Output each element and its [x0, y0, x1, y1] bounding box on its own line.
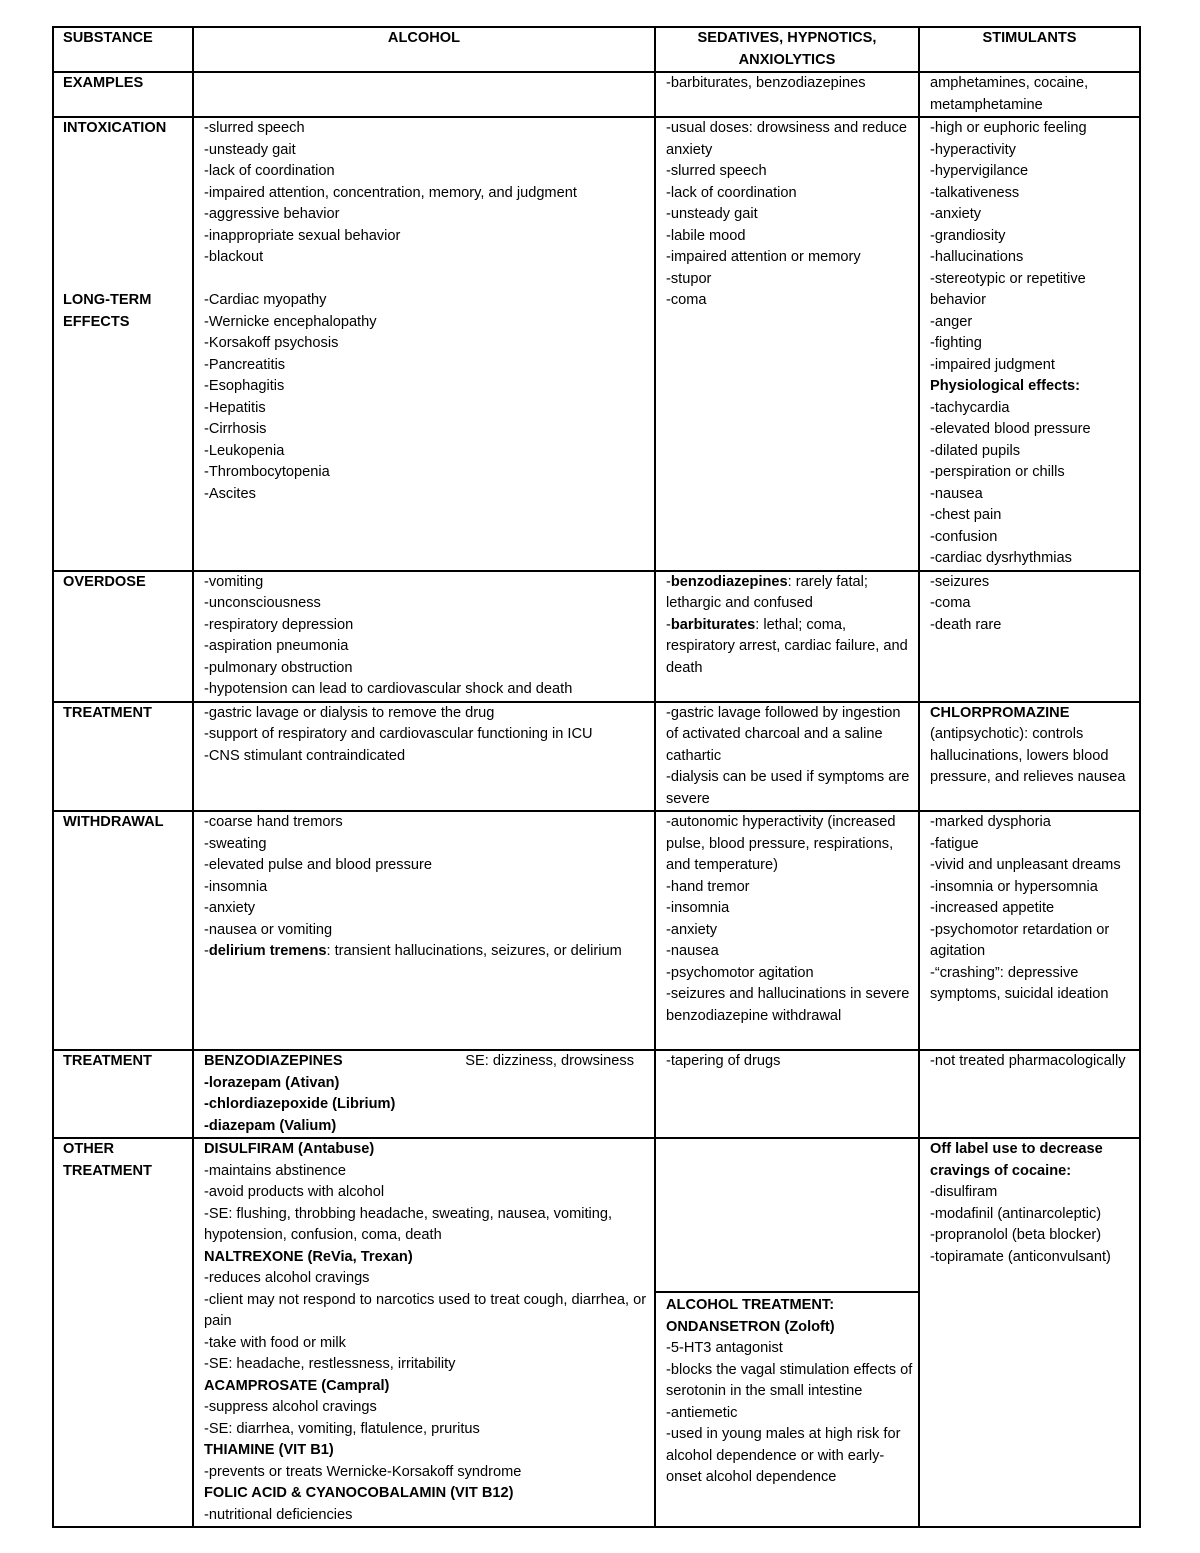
list-item: -hand tremor [666, 878, 750, 895]
other-treatment-row [53, 1138, 1140, 1527]
list-item: -lorazepam (Ativan) [204, 1074, 340, 1091]
list-item: -nutritional deficiencies [204, 1506, 353, 1523]
list-item: -CNS stimulant contraindicated [204, 747, 406, 764]
list-item: -“crashing”: depressive symptoms, suicidal ideation [930, 964, 1109, 1002]
withdrawal-stimulants-list [930, 812, 1135, 1006]
list-item: -diazepam (Valium) [204, 1117, 337, 1134]
overdose-alcohol [193, 571, 655, 702]
list-item: -high or euphoric feeling [930, 120, 1087, 136]
withdrawal-sedatives [655, 811, 919, 1050]
list-item: -used in young males at high risk for alcohol dependence or with early-onset alcohol dependence [666, 1426, 901, 1485]
chlorpromazine-text: (antipsychotic): controls hallucinations, lowers blood pressure, and relieves nausea [930, 726, 1126, 785]
list-item: -SE: diarrhea, vomiting, flatulence, pruritus [204, 1420, 480, 1437]
ondansetron-list [666, 1338, 914, 1489]
list-item: -Wernicke encephalopathy [204, 313, 377, 330]
list-item: -unsteady gait [666, 206, 758, 222]
list-item: -SE: headache, restlessness, irritability [204, 1356, 456, 1372]
row-label-other-treatment: OTHER TREATMENT [53, 1138, 193, 1527]
drug-heading: DISULFIRAM (Antabuse) [204, 1141, 375, 1157]
list-item: -Hepatitis [204, 399, 266, 416]
list-item: -topiramate (anticonvulsant) [930, 1248, 1111, 1265]
list-item: -death rare [930, 616, 1002, 633]
list-item: -prevents or treats Wernicke-Korsakoff syndrome [204, 1463, 522, 1480]
list-item: -blocks the vagal stimulation effects of serotonin in the small intestine [666, 1361, 913, 1399]
list-item: -psychomotor retardation or agitation [930, 921, 1110, 959]
header-substance: SUBSTANCE [53, 27, 193, 72]
list-item: -gastric lavage or dialysis to remove the drug [204, 704, 495, 721]
drug-heading: ACAMPROSATE (Campral) [204, 1377, 390, 1394]
benzodiazepines-se: SE: dizziness, drowsiness [465, 1053, 634, 1069]
row-label-withdrawal: WITHDRAWAL [53, 811, 193, 1050]
list-item: -insomnia or hypersomnia [930, 878, 1098, 895]
list-item: -tachycardia [930, 399, 1010, 416]
list-item: -sweating [204, 835, 267, 852]
treatment-stimulants [919, 702, 1140, 812]
drug-heading: NALTREXONE (ReVia, Trexan) [204, 1248, 413, 1265]
ondansetron-subcell [656, 1293, 918, 1489]
list-item: -gastric lavage followed by ingestion of activated charcoal and a saline cathartic [666, 704, 901, 764]
list-item: -slurred speech [204, 120, 305, 136]
list-item: -insomnia [204, 878, 268, 895]
list-item: -anger [930, 313, 973, 330]
withdrawal-alcohol [193, 811, 655, 1050]
treatment2-sedatives: -tapering of drugs [655, 1050, 919, 1138]
list-item: -Cardiac myopathy [204, 292, 327, 308]
row-label-overdose: OVERDOSE [53, 571, 193, 702]
list-item: -chlordiazepoxide (Librium) [204, 1096, 396, 1112]
list-item: -coarse hand tremors [204, 814, 343, 830]
substance-comparison-table [52, 26, 1141, 1528]
list-item: -maintains abstinence [204, 1162, 346, 1179]
list-item: -lack of coordination [666, 184, 797, 201]
alcohol-treatment-heading: ALCOHOL TREATMENT: [666, 1297, 835, 1313]
overdose-sedatives [655, 571, 919, 702]
list-item: -take with food or milk [204, 1334, 346, 1351]
withdrawal-stimulants [919, 811, 1140, 1050]
overdose-barb-line: -barbiturates: lethal; coma, respiratory arrest, cardiac failure, and death [666, 616, 908, 676]
list-item: -increased appetite [930, 900, 1055, 916]
list-item: -fatigue [930, 835, 979, 852]
header-alcohol: ALCOHOL [193, 27, 655, 72]
treatment2-row [53, 1050, 1140, 1138]
treatment2-alcohol [193, 1050, 655, 1138]
list-item: -anxiety [930, 206, 982, 222]
ondansetron-heading: ONDANSETRON (Zoloft) [666, 1318, 835, 1335]
list-item: -unconsciousness [204, 595, 321, 611]
list-item: -aspiration pneumonia [204, 638, 349, 654]
intoxication-alcohol [193, 117, 655, 571]
list-item: -Thrombocytopenia [204, 464, 330, 480]
list-item: -anxiety [666, 921, 718, 938]
treatment-alcohol [193, 702, 655, 812]
list-item: -5-HT3 antagonist [666, 1340, 783, 1356]
overdose-benzo-line: -benzodiazepines: rarely fatal; lethargic and confused [666, 573, 868, 611]
overdose-stimulants [919, 571, 1140, 702]
list-item: -unsteady gait [204, 141, 296, 158]
list-item: -fighting [930, 335, 982, 351]
examples-stimulants: amphetamines, cocaine, metamphetamine [919, 72, 1140, 117]
delirium-tremens-line: -delirium tremens: transient hallucinations, seizures, or delirium [204, 943, 622, 959]
physiological-effects-list [930, 398, 1135, 570]
list-item: -anxiety [204, 900, 256, 916]
list-item: -vivid and unpleasant dreams [930, 857, 1121, 873]
list-item: -cardiac dysrhythmias [930, 550, 1072, 566]
list-item: -support of respiratory and cardiovascular functioning in ICU [204, 726, 593, 742]
list-item: -slurred speech [666, 163, 767, 179]
intoxication-stimulants [919, 117, 1140, 571]
list-item: -suppress alcohol cravings [204, 1399, 377, 1415]
list-item: -vomiting [204, 573, 264, 590]
list-item: -client may not respond to narcotics used to treat cough, diarrhea, or pain [204, 1291, 647, 1329]
examples-row [53, 72, 1140, 117]
benzodiazepines-heading: BENZODIAZEPINES [204, 1053, 343, 1069]
list-item: -impaired attention, concentration, memory, and judgment [204, 184, 577, 201]
off-label-list [930, 1182, 1135, 1268]
benzodiazepines-heading-line [204, 1051, 650, 1073]
list-item: -stupor [666, 270, 712, 287]
examples-sedatives: -barbiturates, benzodiazepines [655, 72, 919, 117]
list-item: -disulfiram [930, 1184, 998, 1200]
overdose-row [53, 571, 1140, 702]
list-item: -nausea [666, 943, 719, 959]
header-sedatives: SEDATIVES, HYPNOTICS, ANXIOLYTICS [655, 27, 919, 72]
list-item: -Pancreatitis [204, 356, 286, 373]
row-label-treatment: TREATMENT [53, 702, 193, 812]
list-item: -propranolol (beta blocker) [930, 1227, 1102, 1243]
overdose-stimulants-list [930, 572, 1135, 637]
off-label-heading: Off label use to decrease cravings of cocaine: [930, 1141, 1103, 1179]
drug-heading: FOLIC ACID & CYANOCOBALAMIN (VIT B12) [204, 1485, 514, 1501]
list-item: -Korsakoff psychosis [204, 335, 339, 351]
list-item: -elevated blood pressure [930, 421, 1091, 437]
list-item: -respiratory depression [204, 616, 354, 633]
withdrawal-row [53, 811, 1140, 1050]
treatment-sedatives-list [666, 703, 914, 811]
withdrawal-sedatives-list [666, 812, 914, 1027]
list-item: -coma [666, 292, 707, 308]
list-item: -Esophagitis [204, 378, 285, 394]
list-item: -perspiration or chills [930, 464, 1065, 480]
list-item: -confusion [930, 528, 998, 545]
withdrawal-alcohol-list [204, 812, 650, 941]
header-stimulants: STIMULANTS [919, 27, 1140, 72]
list-item: -lack of coordination [204, 163, 335, 179]
list-item: -insomnia [666, 900, 730, 916]
list-item: -aggressive behavior [204, 206, 340, 222]
label-long-term-effects: LONG-TERM EFFECTS [63, 292, 152, 330]
list-item: -coma [930, 595, 971, 611]
benzodiazepines-list [204, 1073, 650, 1138]
list-item: -inappropriate sexual behavior [204, 227, 401, 244]
list-item: -reduces alcohol cravings [204, 1270, 370, 1286]
drug-heading: THIAMINE (VIT B1) [204, 1442, 334, 1458]
intoxication-row [53, 117, 1140, 571]
list-item: -avoid products with alcohol [204, 1184, 385, 1200]
list-item: -psychomotor agitation [666, 964, 814, 981]
list-item: -Leukopenia [204, 442, 285, 459]
examples-alcohol [193, 72, 655, 117]
label-intoxication: INTOXICATION [63, 120, 167, 136]
long-term-alcohol-list [204, 290, 650, 505]
list-item: -dilated pupils [930, 442, 1021, 459]
list-item: -hypervigilance [930, 163, 1029, 179]
treatment-row [53, 702, 1140, 812]
list-item: -impaired attention or memory [666, 249, 861, 265]
list-item: -marked dysphoria [930, 814, 1051, 830]
header-row [53, 27, 1140, 72]
list-item: -nausea or vomiting [204, 921, 333, 938]
list-item: -chest pain [930, 507, 1002, 523]
list-item: -talkativeness [930, 184, 1020, 201]
list-item: -dialysis can be used if symptoms are severe [666, 769, 910, 807]
list-item: -Ascites [204, 485, 256, 502]
list-item: -labile mood [666, 227, 746, 244]
list-item: -pulmonary obstruction [204, 659, 353, 676]
chlorpromazine-heading: CHLORPROMAZINE [930, 704, 1070, 721]
list-item: -hallucinations [930, 249, 1024, 265]
row-label-examples: EXAMPLES [53, 72, 193, 117]
row-label-treatment-2: TREATMENT [53, 1050, 193, 1138]
list-item: -modafinil (antinarcoleptic) [930, 1205, 1102, 1222]
other-treatment-stimulants [919, 1138, 1140, 1527]
list-item: -blackout [204, 249, 264, 265]
treatment-alcohol-list [204, 703, 650, 768]
list-item: -hypotension can lead to cardiovascular shock and death [204, 681, 573, 697]
list-item: -SE: flushing, throbbing headache, sweating, nausea, vomiting, hypotension, confusion, coma, death [204, 1205, 613, 1243]
treatment2-stimulants: -not treated pharmacologically [919, 1050, 1140, 1138]
other-treatment-sedatives [655, 1138, 919, 1527]
list-item: -impaired judgment [930, 356, 1055, 373]
intoxication-sedatives-list [666, 118, 914, 312]
overdose-alcohol-list [204, 572, 650, 701]
list-item: -antiemetic [666, 1404, 738, 1421]
list-item: -elevated pulse and blood pressure [204, 857, 432, 873]
list-item: -grandiosity [930, 227, 1006, 244]
other-treatment-alcohol [193, 1138, 655, 1527]
treatment-sedatives [655, 702, 919, 812]
list-item: -stereotypic or repetitive behavior [930, 270, 1086, 308]
row-label-intoxication [53, 117, 193, 571]
list-item: -seizures and hallucinations in severe benzodiazepine withdrawal [666, 986, 910, 1024]
intoxication-alcohol-list [204, 118, 650, 269]
list-item: -usual doses: drowsiness and reduce anxiety [666, 120, 907, 158]
other-treatment-alcohol-list [204, 1139, 650, 1526]
intoxication-sedatives [655, 117, 919, 571]
intoxication-stimulants-list [930, 118, 1135, 376]
list-item: -autonomic hyperactivity (increased pulse, blood pressure, respirations, and temperature) [666, 814, 896, 873]
empty-subcell [656, 1139, 918, 1293]
physiological-effects-heading: Physiological effects: [930, 378, 1081, 394]
list-item: -hyperactivity [930, 141, 1016, 158]
list-item: -Cirrhosis [204, 421, 267, 437]
list-item: -nausea [930, 485, 983, 502]
list-item: -seizures [930, 573, 990, 590]
